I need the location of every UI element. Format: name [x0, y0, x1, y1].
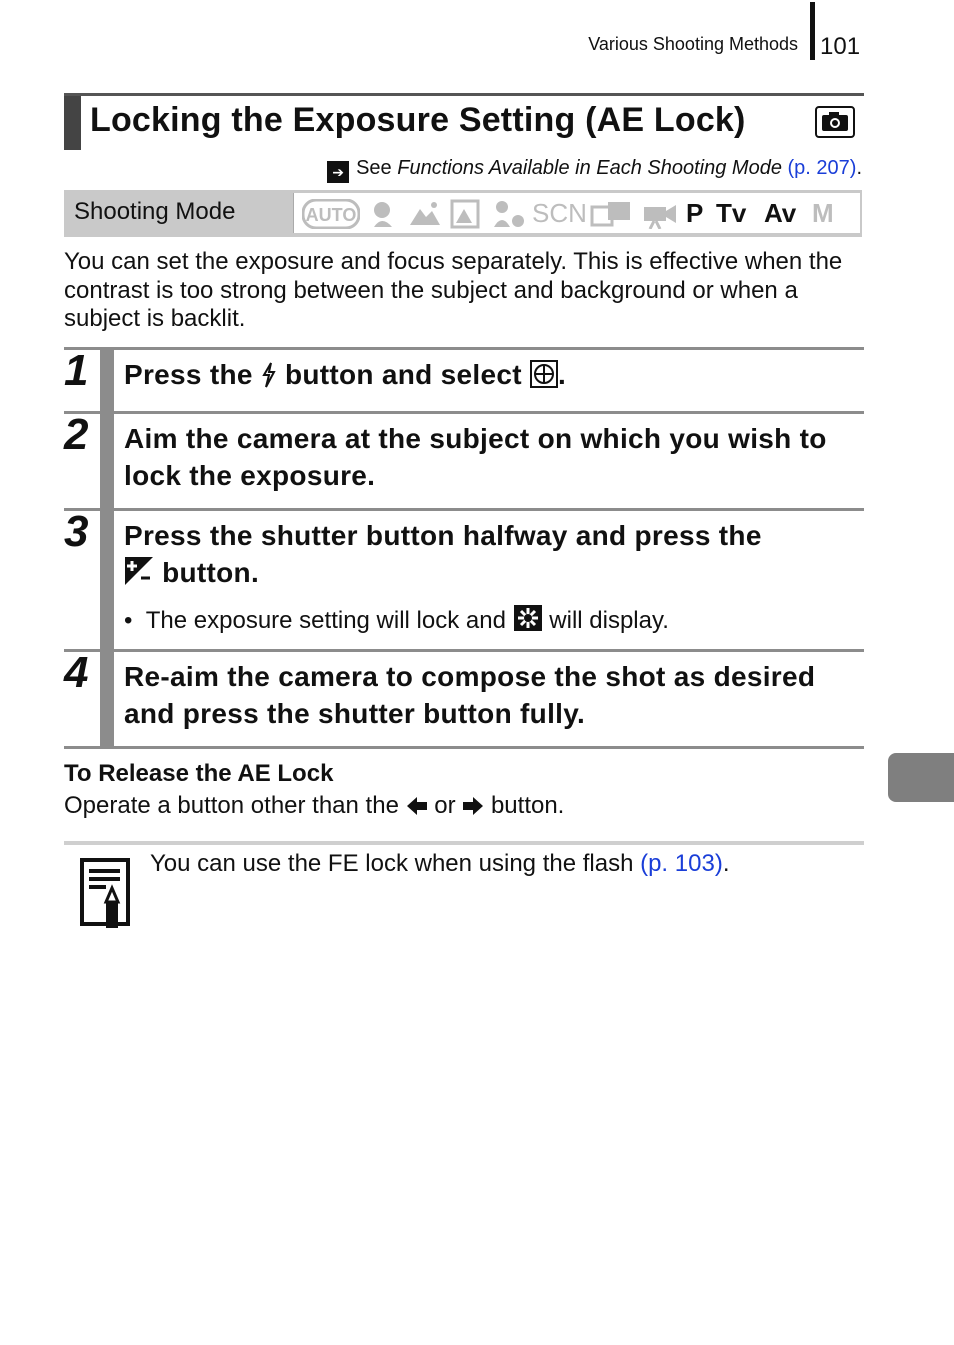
- kids-pets-icon: [490, 199, 526, 229]
- mode-m: M: [812, 198, 834, 228]
- landscape-mode-icon: [408, 199, 442, 229]
- header-rule: [810, 2, 815, 60]
- movie-mode-icon: [642, 199, 678, 229]
- step-bar: [100, 511, 114, 650]
- mode-tv: Tv: [716, 198, 747, 228]
- page-number: 101: [820, 33, 861, 60]
- step-number-3: 3: [64, 507, 89, 556]
- mode-p: P: [686, 198, 704, 228]
- reference-link[interactable]: (p. 207): [787, 157, 857, 179]
- release-heading: To Release the AE Lock: [64, 760, 334, 787]
- reference-title: Functions Available in Each Shooting Mode: [397, 157, 782, 179]
- chapter-tab: [888, 753, 954, 802]
- step-number-2: 2: [64, 410, 89, 459]
- step-bar: [100, 652, 114, 747]
- left-arrow-icon: [406, 795, 428, 817]
- step-divider: [64, 746, 864, 749]
- note-text: You can use the FE lock when using the flash (p. 103).: [150, 850, 730, 877]
- step-divider: [64, 508, 864, 511]
- step-2-text: Aim the camera at the subject on which you wish to lock the exposure.: [124, 423, 827, 491]
- step-number-4: 4: [64, 648, 89, 697]
- step-bar: [100, 414, 114, 509]
- shooting-mode-label: Shooting Mode: [74, 198, 236, 225]
- exposure-compensation-icon: [124, 556, 154, 586]
- step-divider: [64, 411, 864, 414]
- ae-lock-display-icon: [513, 604, 543, 632]
- auto-mode-icon: [302, 199, 360, 229]
- step-3-text: Press the shutter button halfway and press the button.: [124, 520, 762, 588]
- release-text: Operate a button other than the or button.: [64, 792, 565, 819]
- mode-av: Av: [764, 198, 797, 228]
- svg-text:AUTO: AUTO: [305, 205, 357, 225]
- shooting-mode-icons: [293, 193, 860, 233]
- intro-paragraph: You can set the exposure and focus separately. This is effective when the contrast is too strong between the subject and background or when a subject is backlit.: [64, 248, 843, 332]
- step-1-text: Press the button and select .: [124, 359, 567, 390]
- step-divider: [64, 347, 864, 350]
- step-bar: [100, 350, 114, 412]
- arrow-right-icon: ➔: [327, 161, 349, 183]
- page-title: Locking the Exposure Setting (AE Lock): [90, 101, 746, 139]
- note-link[interactable]: (p. 103): [640, 850, 723, 877]
- scene-mode-label: SCN: [532, 198, 587, 228]
- step-number-1: 1: [64, 346, 89, 395]
- step-divider: [64, 649, 864, 652]
- flash-icon: [261, 362, 277, 388]
- running-head: Various Shooting Methods: [588, 34, 798, 54]
- note-rule: [64, 841, 864, 845]
- title-rule: [64, 93, 864, 96]
- reference-line: ➔ See Functions Available in Each Shooting Mode (p. 207).: [327, 157, 862, 183]
- camera-icon: [815, 106, 855, 138]
- right-arrow-icon: [462, 795, 484, 817]
- title-accent-bar: [64, 96, 81, 150]
- portrait-mode-icon: [368, 199, 400, 229]
- ae-lock-menu-icon: [530, 360, 558, 388]
- step-3-bullet: • The exposure setting will lock and will display.: [124, 604, 669, 635]
- special-scene-icon: [450, 199, 480, 229]
- step-4-text: Re-aim the camera to compose the shot as desired and press the shutter button fully.: [124, 661, 816, 729]
- memo-note-icon: [80, 858, 132, 935]
- stitch-assist-icon: [590, 199, 634, 229]
